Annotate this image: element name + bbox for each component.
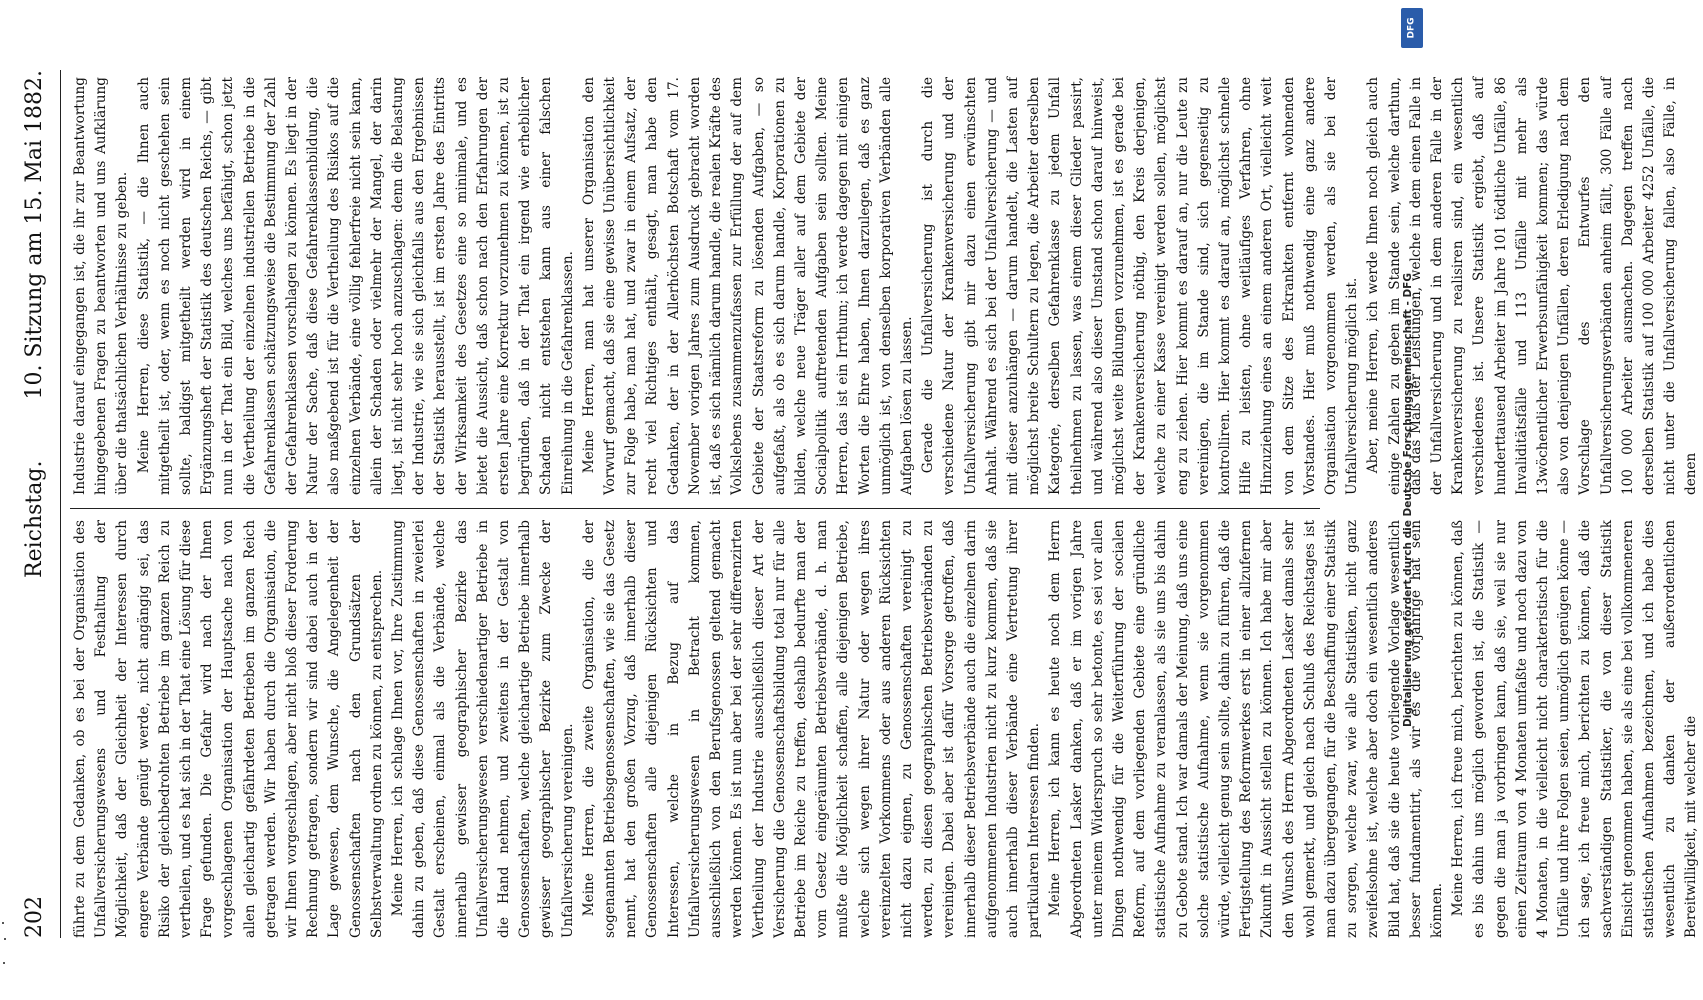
paragraph: Meine Herren, ich schlage Ihnen vor, Ihre Zustimmung dahin zu geben, daß diese Genossenschaften in zweierlei Gestalt erscheinen, einmal als die Verbände, welche innerhalb gewisser geographischer Bezirke das Unfallversicherungswesen verschiedenartiger Betriebe in die Hand nehmen, und zweitens in der Gestalt von Genossenschaften, welche gleichartige Betriebe innerhalb gewisser geographischer Bezirke zum Zwecke der Unfallversicherung vereinigen.: [390, 520, 576, 938]
paragraph: Meine Herren, die zweite Organisation, die der sogenannten Betriebsgenossenschaften, wie sie das Gesetz nennt, hat den großen Vorzug, daß innerhalb dieser Genossenschaften alle diejenigen Rücksichten und Interessen, welche in Bezug auf das Unfallversicherungswesen in Betracht kommen, ausschließlich von den Berufsgenossen geltend gemacht werden können. Es ist nun aber bei der sehr differenzirten Vertheilung der Industrie ausschließlich dieser Art der Versicherung die Genossenschaftsbildung total nur für alle Betriebe im Reiche zu treffen, deshalb bedurfte man der vom Gesetz eingeräumten Betriebsverbände, d. h. man mußte die Möglichkeit schaffen, alle diejenigen Betriebe, welche sich wegen ihrer Natur oder wegen ihres vereinzelten Vorkommens oder aus anderen Rücksichten nicht dazu eignen, zu Genossenschaften vereinigt zu werden, zu diesen geographischen Betriebsverbänden zu vereinigen. Dabei aber ist dafür Vorsorge getroffen, daß innerhalb dieser Betriebsverbände auch die einzelnen darin aufgenommenen Industrien nicht zu kurz kommen, daß sie auch innerhalb dieser Verbände eine Vertretung ihrer partikularen Interessen finden.: [580, 520, 1043, 938]
dfg-logo: DFG: [1401, 8, 1423, 48]
scan-edge-marks: [2, 918, 8, 978]
digitization-credit: [1396, 0, 1432, 1000]
paragraph: Meine Herren, man hat unserer Organisation den Vorwurf gemacht, daß sie eine gewisse Unübersichtlichkeit zur Folge habe, man hat, und zwar in einem Aufsatz, der recht viel Richtiges enthält, gesagt, man habe den Gedanken, der in der Allerhöchsten Botschaft vom 17. November vorigen Jahres zum Ausdruck gebracht worden ist, daß es sich nämlich darum handle, die realen Kräfte des Volkslebens zusammenzufassen zur Erfüllung der auf dem Gebiete der Staatsreform zu lösenden Aufgaben, — so aufgefaßt, als ob es sich darum handle, Korporationen zu bilden, welche neue Träger aller auf dem Gebiete der Socialpolitik auftretenden Aufgaben sein sollten. Meine Herren, das ist ein Irrthum; ich werde dagegen mit einigen Worten die Ehre haben, Ihnen darzulegen, daß es ganz unmöglich ist, von denselben korporativen Verbänden alle Aufgaben lösen zu lassen.: [580, 77, 915, 495]
running-head: [22, 70, 62, 938]
text-column-left: [70, 520, 1700, 938]
paragraph: Industrie darauf eingegangen ist, die ihr zur Beantwortung hingegebenen Fragen zu beantworten und uns Aufklärung über die thatsächlichen Verhältnisse zu geben.: [72, 77, 131, 495]
page-number: 202: [22, 896, 47, 938]
text-column-right: [70, 77, 1700, 495]
paragraph: führte zu dem Gedanken, ob es bei der Organisation des Unfallversicherungswesens und Festhaltung der Möglichkeit, daß der Gleichheit der Interessen durch engere Verbände genügt werde, nicht angängig sei, das Risiko der gleichbedrohten Betriebe im ganzen Reich zu vertheilen, und es hat sich in der That eine Lösung für diese Frage gefunden. Die Gefahr wird nach der Ihnen vorgeschlagenen Organisation der Hauptsache nach von allen gleichartig gefährdeten Betrieben im ganzen Reich getragen werden. Wir haben durch die Organisation, die wir Ihnen vorgeschlagen, aber nicht bloß dieser Forderung Rechnung getragen, sondern wir sind dabei auch in der Lage gewesen, dem Wunsche, die Angelegenheit der Genossenschaften nach den Grundsätzen der Selbstverwaltung ordnen zu können, zu entsprechen.: [72, 520, 385, 938]
paragraph: Meine Herren, diese Statistik, — die Ihnen auch mitgetheilt ist, oder, wenn es noch nicht geschehen sein sollte, baldigst mitgetheilt werden wird in einem Ergänzungsheft der Statistik des deutschen Reichs, — gibt nun in der That ein Bild, welches uns befähigt, schon jetzt die Vertheilung der einzelnen industriellen Betriebe in die Gefahrenklassen schätzungsweise die Bestimmung der Zahl der Gefahrenklassen vorschlagen zu können. Es liegt in der Natur der Sache, daß diese Gefahrenklassenbildung, die also maßgebend ist für die Vertheilung des Risikos auf die einzelnen Verbände, eine völlig fehlerfreie nicht sein kann, allein der Schaden oder vielmehr der Mangel, der darin liegt, ist nicht sehr hoch anzuschlagen: denn die Belastung der Industrie, wie sie sich gleichfalls aus den Ergebnissen der Statistik herausstellt, ist im ersten Jahre des Eintritts der Wirksamkeit des Gesetzes eine so minimale, und es bietet die Aussicht, daß schon nach den Erfahrungen der ersten Jahre eine Korrektur vorzunehmen zu können, ist zu begründen, daß in der That ein irgend wie erheblicher Schaden nicht entstehen kann aus einer falschen Einreihung in die Gefahrenklassen.: [135, 77, 576, 495]
column-divider: [70, 508, 1320, 509]
paragraph: Meine Herren, ich kann es heute noch dem Herrn Abgeordneten Lasker danken, daß er im vorigen Jahre unter meinem Widerspruch so sehr betonte, es sei vor allen Dingen nothwendig für die Weiterführung der socialen Reform, auf dem vorliegenden Gebiete eine gründliche statistische Aufnahme zu veranlassen, als sie uns bis dahin zu Gebote stand. Ich war damals der Meinung, daß uns eine solche statistische Aufnahme, wenn sie vorgenommen würde, vielleicht genug sein sollte, dahin zu führen, daß die Fertigstellung des Reformwerkes erst in einer allzufernen Zukunft in Aussicht stellen zu können. Ich habe mir aber den Wunsch des Herrn Abgeordneten Lasker damals sehr wohl gemerkt, und gleich nach Schluß des Reichstages ist man dazu übergegangen, für die Beschaffung einer Statistik zu sorgen, welche zwar, wie alle Statistiken, nicht ganz zweifelsohne ist, welche aber doch ein wesentlich anderes Bild hat, daß sie die heute vorliegende Vorlage wesentlich besser fundamentirt, als wir es die vorjährige hat sein können.: [1047, 520, 1445, 938]
paragraph: Aber, meine Herren, ich werde Ihnen noch gleich auch einige Zahlen zu geben im Stande sein, welche darthun, daß das Maß der Leistungen, welche in dem einen Falle in der Unfallversicherung und in dem anderen Falle in der Krankenversicherung zu realisiren sind, ein wesentlich verschiedenes ist. Unsere Statistik ergiebt, daß auf hunderttausend Arbeiter im Jahre 101 tödtliche Unfälle, 86 Invaliditätsfälle und 113 Unfälle mit mehr als 13wöchentlicher Erwerbsunfähigkeit kommen; das würde also von denjenigen Unfällen, deren Erledigung nach dem Vorschlage des Entwurfes den Unfallversicherungsverbänden anheim fällt, 300 Fälle auf 100 000 Arbeiter ausmachen. Dagegen treffen nach derselben Statistik auf 100 000 Arbeiter 4252 Unfälle, die nicht unter die Unfallversicherung fallen, also Fälle, in denen: [1365, 77, 1700, 495]
header-rule: [60, 70, 61, 938]
paragraph: Gerade die Unfallversicherung ist durch die verschiedene Natur der Krankenversicherung und der Unfallversicherung gibt mir dazu einen erwünschten Anhalt. Während es sich bei der Unfallversicherung — und mit dieser anzuhängen — darum handelt, die Lasten auf möglichst breite Schultern zu legen, die Arbeiter derselben Kategorie, derselben Gefahrenklasse zu jedem Unfall theilnehmen zu lassen, was einem dieser Glieder passirt, und während also dieser Umstand schon darauf hinweist, möglichst weite Bildungen vorzunehmen, ist es gerade bei der Krankenversicherung nöthig, den Kreis derjenigen, welche zu einer Kasse vereinigt werden sollen, möglichst eng zu ziehen. Hier kommt es darauf an, nur die Leute zu vereinigen, die im Stande sind, sich gegenseitig zu kontrolliren. Hier kommt es darauf an, möglichst schnelle Hilfe zu leisten, ohne weitläufiges Verfahren, ohne Hinzuziehung eines an einem anderen Ort, vielleicht weit von dem Sitze des Erkrankten entfernt wohnenden Vorstandes. Hier muß nothwendig eine ganz andere Organisation vorgenommen werden, als sie bei der Unfallversicherung möglich ist.: [920, 77, 1361, 495]
paragraph: Meine Herren, ich freue mich, berichten zu können, daß es bis dahin uns möglich geworden ist, die Statistik — gegen die man ja vorbringen kann, daß sie, weil sie nur einen Zeitraum von 4 Monaten umfaßte und noch dazu von 4 Monaten, in die vielleicht nicht charakteristisch für die Unfälle und ihre Folgen seien, unmöglich genügen könne — ich sage, ich freue mich, berichten zu können, daß die sachverständigen Statistiker, die von dieser Statistik Einsicht genommen haben, sie als eine bei vollkommeneren statistischen Aufnahmen bezeichnen, und ich habe dies wesentlich zu danken der außerordentlichen Bereitwilligkeit, mit welcher die: [1450, 520, 1700, 938]
running-head-right: 10. Sitzung am 15. Mai 1882.: [22, 70, 47, 400]
running-head-left: Reichstag.: [22, 460, 47, 578]
credit-line: Digitalisierung gefördert durch die Deutsche Forschungsgemeinschaft - DFG: [1402, 273, 1414, 727]
